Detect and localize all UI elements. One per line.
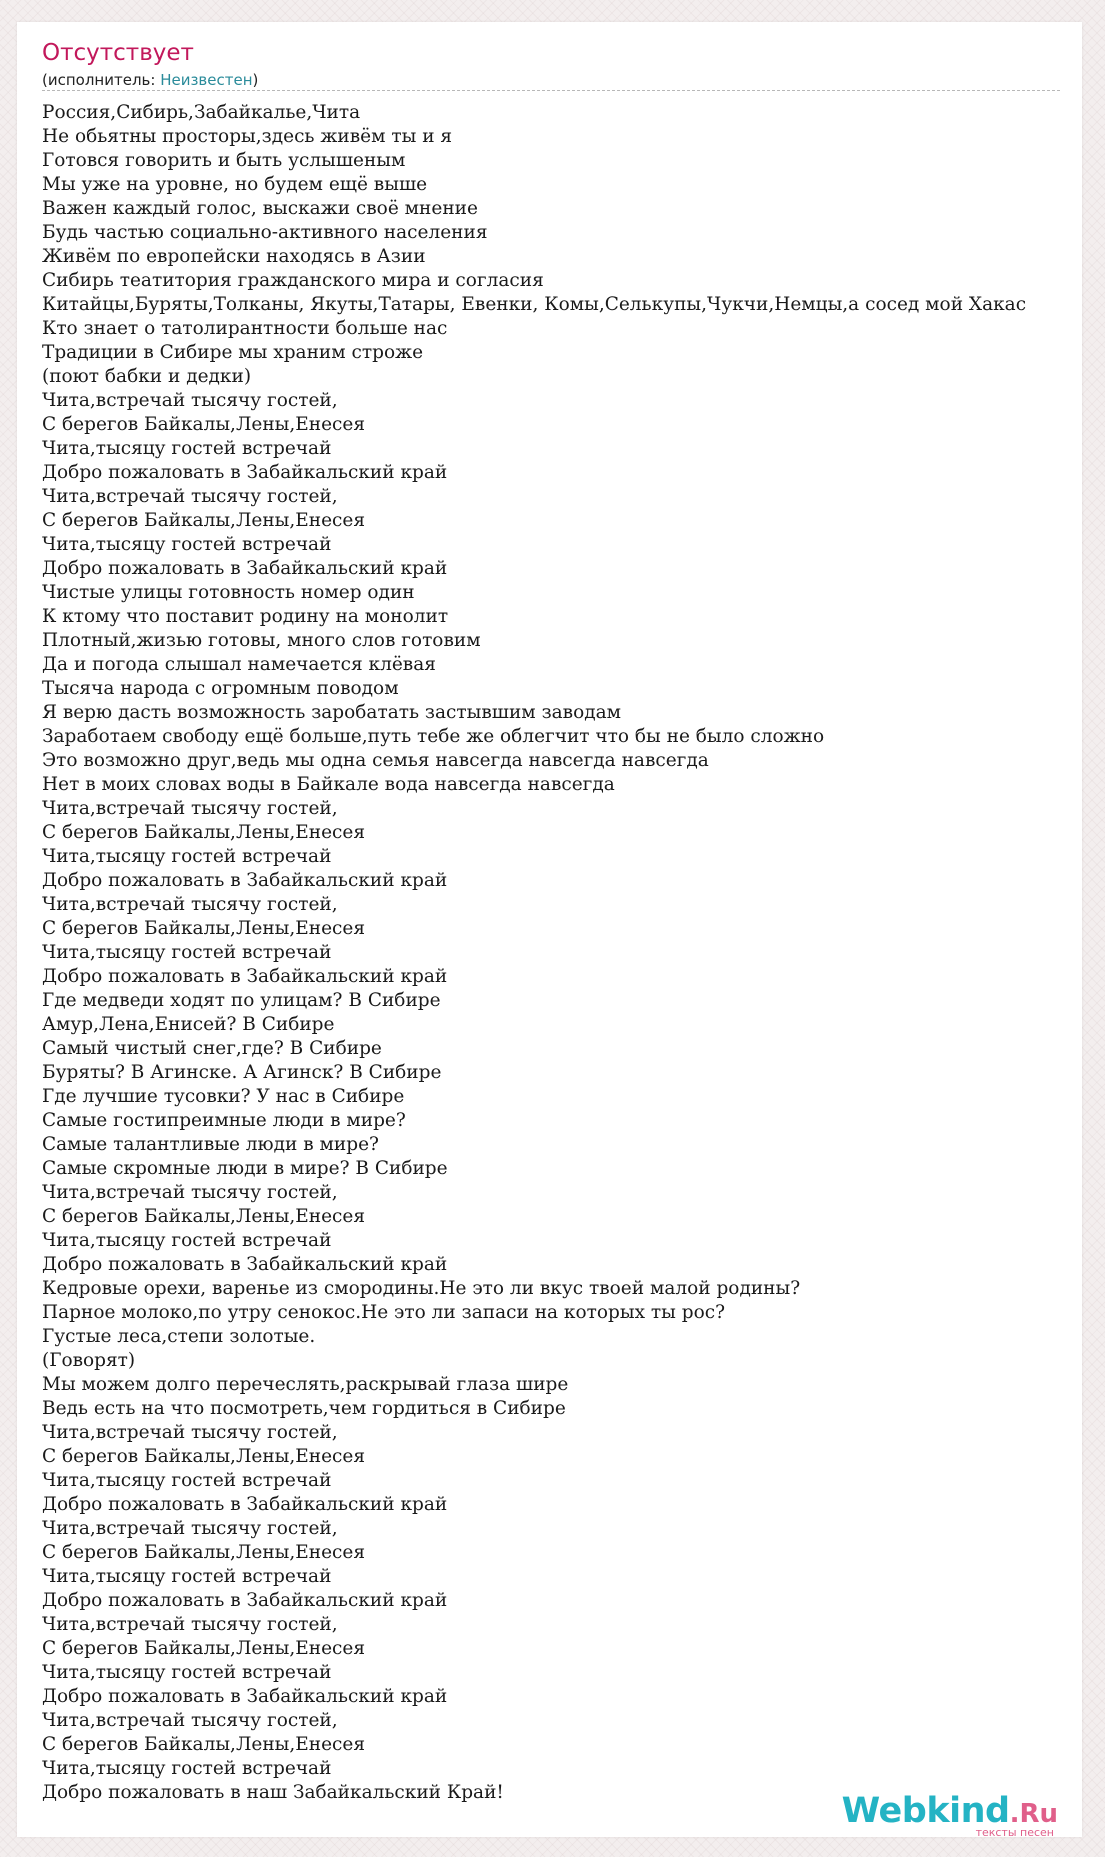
lyric-line: Чита,встречай тысячу гостей,: [42, 486, 338, 507]
lyric-line: Добро пожаловать в Забайкальский край: [42, 1590, 448, 1611]
lyric-line: Ведь есть на что посмотреть,чем гордиться в Сибире: [42, 1398, 566, 1419]
watermark-tagline: тексты песен: [975, 1826, 1054, 1837]
performer-link[interactable]: Неизвестен: [160, 71, 253, 89]
lyric-line: Чита,тысяцу гостей встречай: [42, 942, 332, 963]
lyric-line: Чита,тысяцу гостей встречай: [42, 534, 332, 555]
lyric-line: Чистые улицы готовность номер один: [42, 582, 415, 603]
lyric-line: Сибирь театитория гражданского мира и согласия: [42, 270, 544, 291]
lyric-line: Самые гостипреимные люди в мире?: [42, 1110, 406, 1131]
lyric-line: (Говорят): [42, 1350, 136, 1371]
lyric-line: Чита,тысяцу гостей встречай: [42, 1566, 332, 1587]
lyric-line: С берегов Байкалы,Лены,Енесея: [42, 1638, 366, 1659]
lyric-line: Чита,тысяцу гостей встречай: [42, 1470, 332, 1491]
lyric-line: Чита,тысяцу гостей встречай: [42, 1758, 332, 1779]
lyric-line: Чита,тысяцу гостей встречай: [42, 438, 332, 459]
lyric-line: К ктому что поставит родину на монолит: [42, 606, 449, 627]
lyric-line: С берегов Байкалы,Лены,Енесея: [42, 510, 366, 531]
lyric-line: Буряты? В Агинске. А Агинск? В Сибире: [42, 1062, 442, 1083]
song-title: Отсутствует: [42, 40, 194, 66]
lyric-line: Китайцы,Буряты,Толканы, Якуты,Татары, Евенки, Комы,Селькупы,Чукчи,Немцы,а сосед мой Хакас: [42, 294, 1027, 315]
lyric-line: Это возможно друг,ведь мы одна семья навсегда навсегда навсегда: [42, 750, 709, 771]
lyric-line: Чита,встречай тысячу гостей,: [42, 1710, 338, 1731]
lyric-line: Россия,Сибирь,Забайкалье,Чита: [42, 102, 361, 123]
lyric-line: С берегов Байкалы,Лены,Енесея: [42, 1734, 366, 1755]
lyric-line: Да и погода слышал намечается клёвая: [42, 654, 436, 675]
lyric-line: Где лучшие тусовки? У нас в Сибире: [42, 1086, 405, 1107]
lyric-line: С берегов Байкалы,Лены,Енесея: [42, 1542, 366, 1563]
lyric-line: Добро пожаловать в Забайкальский край: [42, 966, 448, 987]
lyric-line: С берегов Байкалы,Лены,Енесея: [42, 1206, 366, 1227]
performer-prefix: (исполнитель:: [42, 71, 161, 89]
lyric-line: Чита,встречай тысячу гостей,: [42, 1422, 338, 1443]
lyric-line: Не обьятны просторы,здесь живём ты и я: [42, 126, 453, 147]
lyric-line: Заработаем свободу ещё больше,путь тебе же облегчит что бы не было сложно: [42, 726, 825, 747]
lyric-line: С берегов Байкалы,Лены,Енесея: [42, 1446, 366, 1467]
lyric-line: Добро пожаловать в Забайкальский край: [42, 462, 448, 483]
lyric-line: Добро пожаловать в наш Забайкальский Край!: [42, 1782, 504, 1803]
lyric-line: Нет в моих словах воды в Байкале вода навсегда навсегда: [42, 774, 615, 795]
lyric-line: Чита,встречай тысячу гостей,: [42, 894, 338, 915]
lyric-line: Живём по европейски находясь в Азии: [42, 246, 426, 267]
lyric-line: Чита,встречай тысячу гостей,: [42, 1182, 338, 1203]
lyric-line: Чита,встречай тысячу гостей,: [42, 1614, 338, 1635]
watermark-tld: .Ru: [1009, 1799, 1058, 1829]
lyric-line: (поют бабки и дедки): [42, 366, 252, 387]
lyric-line: Важен каждый голос, выскажи своё мнение: [42, 198, 478, 219]
lyric-line: Чита,встречай тысячу гостей,: [42, 1518, 338, 1539]
lyric-line: С берегов Байкалы,Лены,Енесея: [42, 918, 366, 939]
lyric-line: Где медведи ходят по улицам? В Сибире: [42, 990, 441, 1011]
lyrics-text: [42, 101, 1026, 1805]
lyric-line: Кедровые орехи, варенье из смородины.Не это ли вкус твоей малой родины?: [42, 1278, 801, 1299]
lyric-line: Густые леса,степи золотые.: [42, 1326, 316, 1347]
lyric-line: Будь частью социально-активного населения: [42, 222, 488, 243]
lyric-line: Кто знает о татолирантности больше нас: [42, 318, 448, 339]
lyric-line: Самые скромные люди в мире? В Сибире: [42, 1158, 448, 1179]
lyric-line: Готовся говорить и быть услышеным: [42, 150, 406, 171]
lyric-line: Мы можем долго перечеслять,раскрывай глаза шире: [42, 1374, 569, 1395]
performer-suffix: ): [252, 71, 259, 89]
lyric-line: Добро пожаловать в Забайкальский край: [42, 1686, 448, 1707]
lyric-line: С берегов Байкалы,Лены,Енесея: [42, 414, 366, 435]
lyric-line: Мы уже на уровне, но будем ещё выше: [42, 174, 428, 195]
lyric-line: Самый чистый снег,где? В Сибире: [42, 1038, 382, 1059]
dashed-divider: [42, 90, 1060, 91]
performer-line: [42, 71, 258, 89]
lyric-line: Добро пожаловать в Забайкальский край: [42, 558, 448, 579]
lyric-line: Традиции в Сибире мы храним строже: [42, 342, 424, 363]
lyric-line: Чита,встречай тысячу гостей,: [42, 798, 338, 819]
lyric-line: Чита,тысяцу гостей встречай: [42, 1230, 332, 1251]
lyric-line: Чита,тысяцу гостей встречай: [42, 1662, 332, 1683]
lyrics-card: [17, 22, 1082, 1837]
lyric-line: Самые талантливые люди в мире?: [42, 1134, 379, 1155]
watermark-brand: Webkind: [841, 1791, 1010, 1831]
lyric-line: Плотный,жизью готовы, много слов готовим: [42, 630, 481, 651]
lyric-line: Амур,Лена,Енисей? В Сибире: [42, 1014, 335, 1035]
lyric-line: Чита,тысяцу гостей встречай: [42, 846, 332, 867]
lyric-line: Добро пожаловать в Забайкальский край: [42, 1254, 448, 1275]
site-watermark-logo: [841, 1791, 1058, 1837]
lyric-line: Я верю дасть возможность заробатать застывшим заводам: [42, 702, 622, 723]
lyric-line: С берегов Байкалы,Лены,Енесея: [42, 822, 366, 843]
lyric-line: Парное молоко,по утру сенокос.Не это ли запаси на которых ты рос?: [42, 1302, 725, 1323]
lyric-line: Добро пожаловать в Забайкальский край: [42, 870, 448, 891]
lyric-line: Тысяча народа с огромным поводом: [42, 678, 399, 699]
lyric-line: Чита,встречай тысячу гостей,: [42, 390, 338, 411]
lyric-line: Добро пожаловать в Забайкальский край: [42, 1494, 448, 1515]
